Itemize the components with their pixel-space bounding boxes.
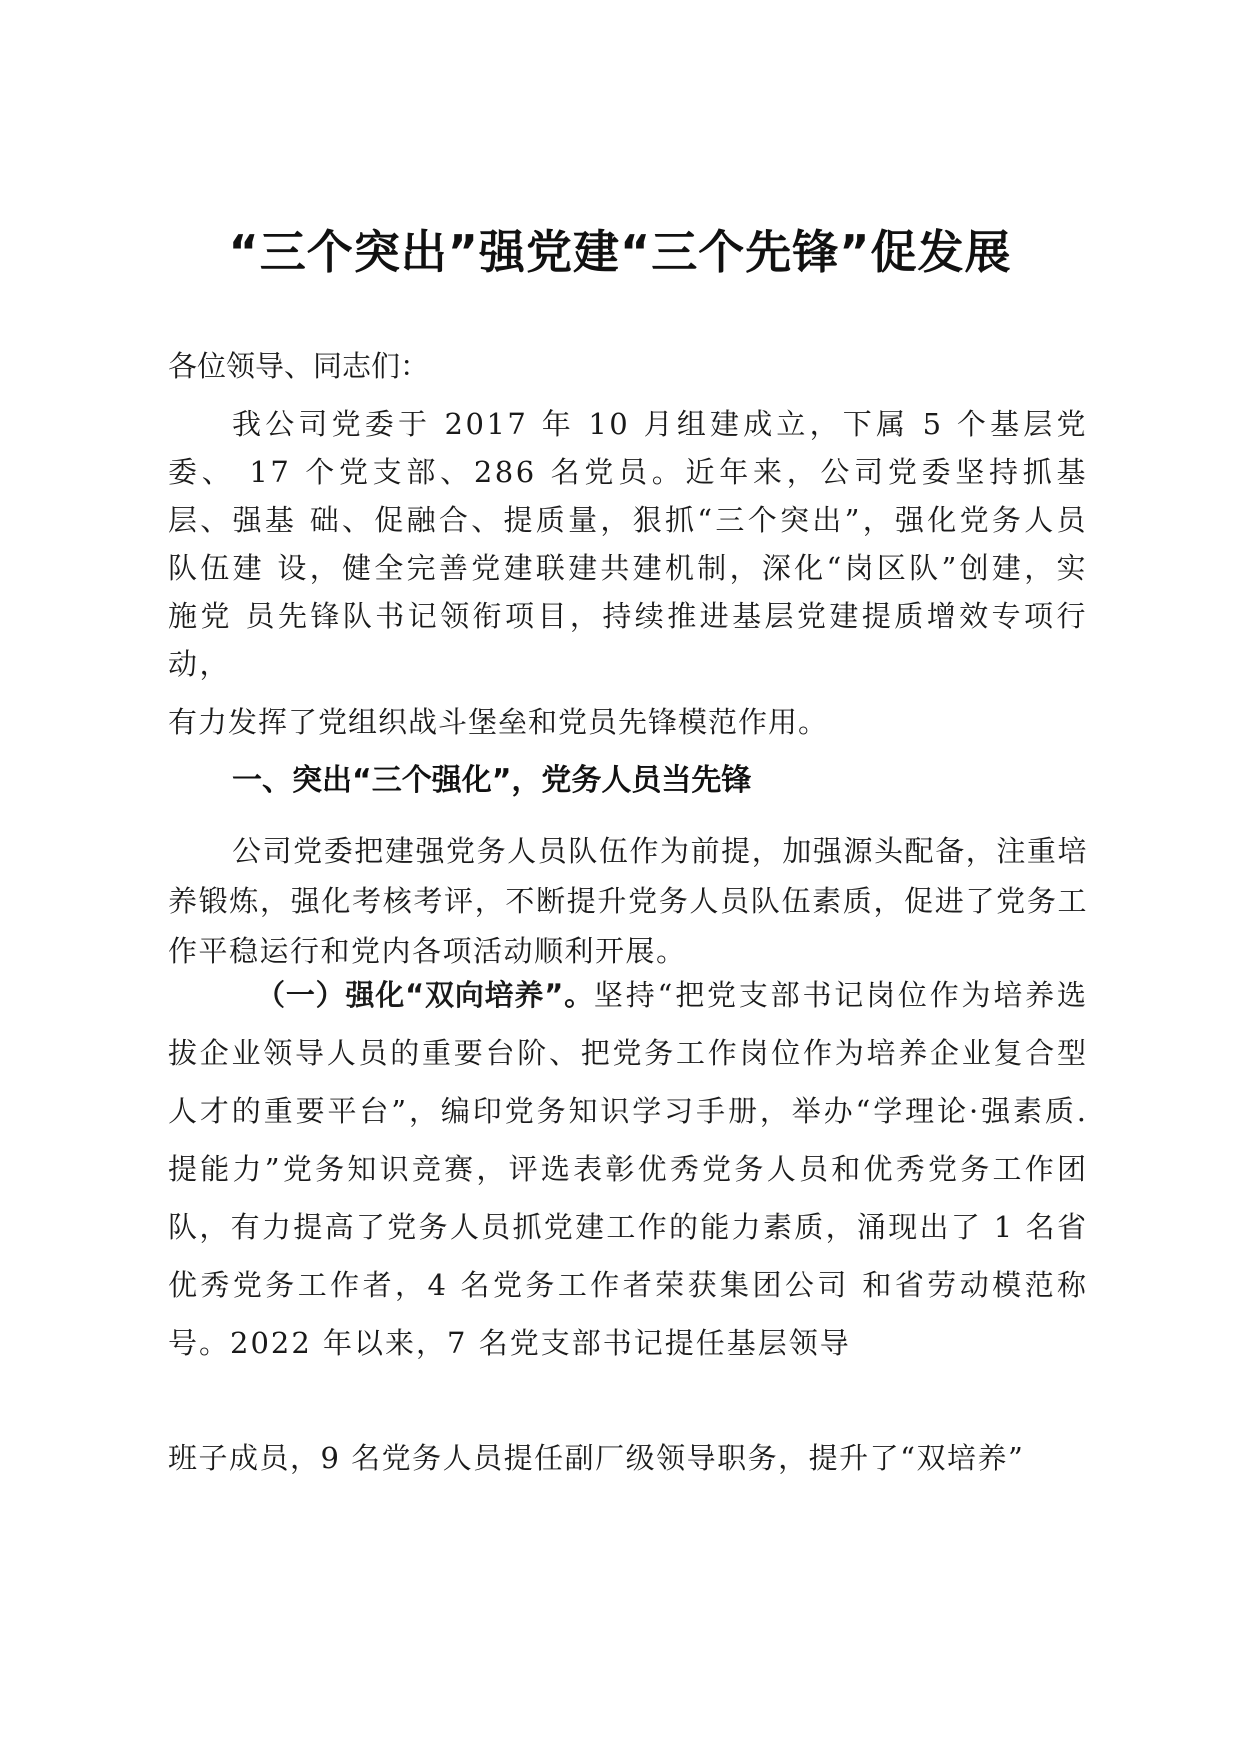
section-paragraph: 公司党委把建强党务人员队伍作为前提，加强源头配备，注重培养锻炼，强化考核考评，不断提升党务人员队伍素质，促进了党务工作平稳运行和党内各项活动顺利开展。	[168, 834, 1088, 968]
intro-paragraph-tail: 有力发挥了党组织战斗堡垒和党员先锋模范作用。	[168, 705, 829, 739]
subsection-paragraph	[168, 966, 1088, 1430]
section-heading: 一、突出“三个强化”，党务人员当先锋	[232, 763, 752, 798]
document-title: “三个突出”强党建“三个先锋”促发展	[228, 225, 1012, 279]
subsection-body: 坚持“把党支部书记岗位作为培养选拔企业领导人员的重要台阶、把党务工作岗位作为培养企业复合型人才的重要平台”，编印党务知识学习手册，举办“学理论·强素质.提能力”党务知识竞赛，评选表彰优秀党务人员和优秀党务工作团队，有力提高了党务人员抓党建工作的能力素质，涌现出了 1 名省优秀党务工作者，4 名党务工作者荣获集团公司 和省劳动模范称号。2022 年以来，7 名党支部书记提任基层领导	[168, 978, 1088, 1360]
intro-paragraph: 我公司党委于 2017 年 10 月组建成立，下属 5 个基层党委、 17 个党支部、286 名党员。近年来，公司党委坚持抓基层、强基 础、促融合、提质量，狠抓“三个突出”，强化党务人员队伍建 设，健全完善党建联建共建机制，深化“岗区队”创建，实施党 员先锋队书记领衔项目，持续推进基层党建提质增效专项行动，	[168, 407, 1088, 681]
salutation: 各位领导、同志们：	[168, 349, 430, 383]
subsection-paragraph-tail: 班子成员，9 名党务人员提任副厂级领导职务，提升了“双培养”	[168, 1441, 1025, 1475]
subsection-heading: （一）强化“双向培养”。	[256, 978, 594, 1012]
